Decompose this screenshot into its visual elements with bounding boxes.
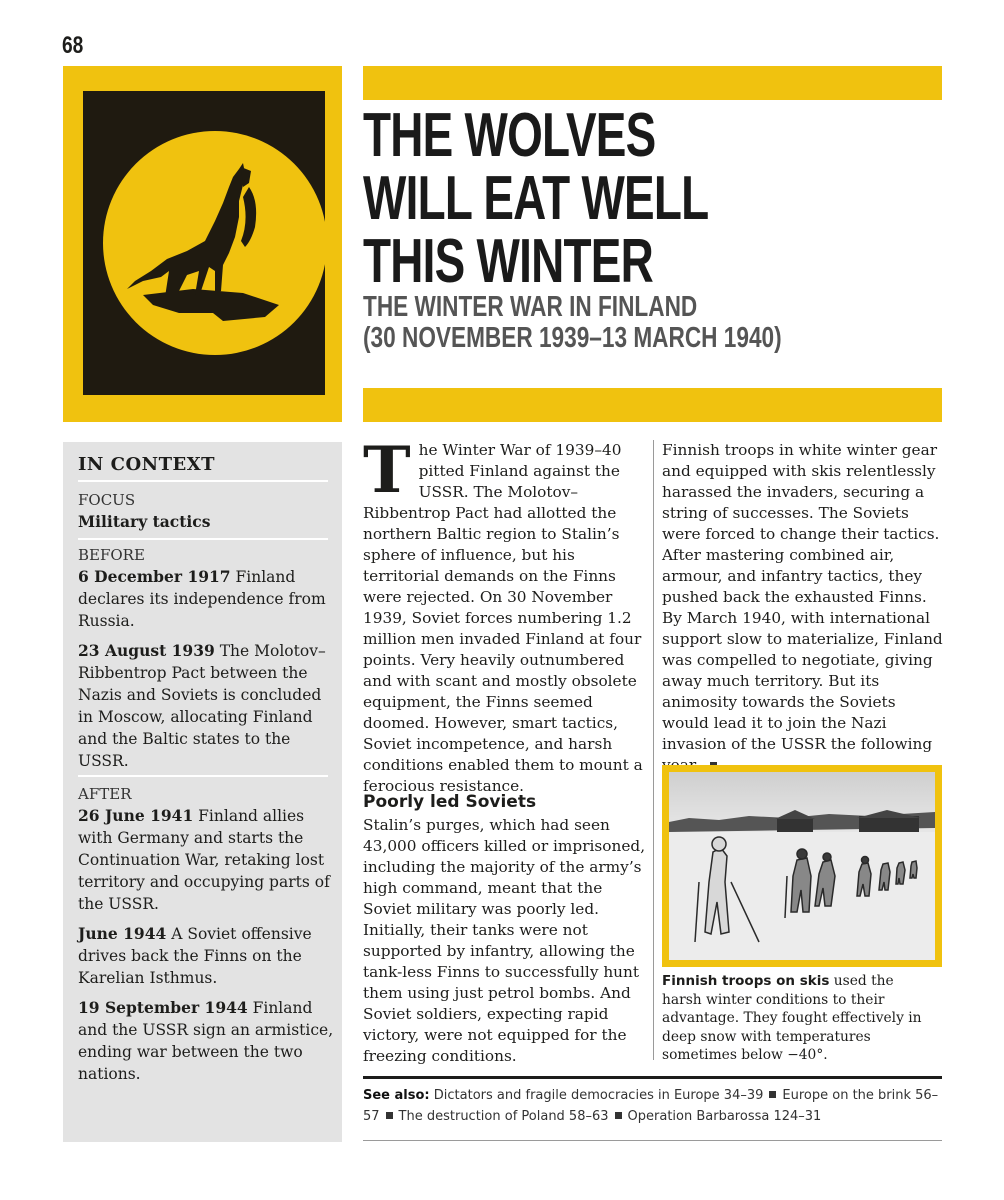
- section-subhead: Poorly led Soviets: [363, 792, 537, 812]
- column-divider: [653, 440, 654, 1060]
- see-also-label: See also:: [363, 1088, 430, 1103]
- column3-text: Finnish troops in white winter gear and equipped with skis relentlessly harassed the invaders, securing a string of successes. The Soviets were forced to change their tactics. After mastering combined air, armour, and infantry tactics, they pushed back the exhausted Finns. By March 1940, with international support slow to materialize, Finland was compelled to negotiate, giving away much territory. But its animosity towards the Soviets would lead it to join the Nazi invasion of the USSR the following: [662, 441, 943, 753]
- focus-label: FOCUS: [78, 491, 136, 509]
- bullet-icon: [769, 1091, 776, 1098]
- bottom-rule: [363, 1140, 942, 1141]
- in-context-heading: IN CONTEXT: [78, 454, 216, 475]
- see-also-rule: [363, 1076, 942, 1079]
- before-block: [78, 544, 338, 772]
- wolf-moon-illustration: [63, 66, 342, 422]
- entry-date: 6 December 1917: [78, 567, 231, 586]
- after-label: AFTER: [78, 785, 132, 803]
- entry-text: Finland allies with Germany and starts the Continuation War, retaking lost territory and occupying parts of the USSR.: [78, 807, 330, 913]
- bullet-icon: [386, 1112, 393, 1119]
- entry-text: The Molotov–Ribbentrop Pact between the Nazis and Soviets is concluded in Moscow, allocating Finland and the Baltic states to the USSR.: [78, 642, 326, 770]
- bullet-icon: [615, 1112, 622, 1119]
- intro-text: he Winter War of 1939–40 pitted Finland against the USSR. The Molotov–Ribbentrop Pact had allotted the northern Baltic region to Stalin’s sphere of influence, but his territorial demands on the Finns were rejected. On 30 November 1939, Soviet forces numbering 1.2 million men invaded Finland at four points. Very heavily outnumbered and with scant and mostly obsolete equipment, the Finns seemed doomed. However, smart tactics, Soviet incompetence, and harsh conditions enabled them to mount a ferocious resistance.: [363, 441, 643, 795]
- after-block: [78, 783, 338, 1085]
- title-bottom-bar: [363, 388, 942, 422]
- body-intro: [363, 433, 646, 797]
- see-also-link[interactable]: Operation Barbarossa 124–31: [627, 1109, 822, 1124]
- see-also-link[interactable]: Dictators and fragile democracies in Europe 34–39: [433, 1088, 764, 1103]
- timeline-entry: [78, 640, 338, 772]
- page-title: THE WOLVES WILL EAT WELL THIS WINTER: [363, 101, 709, 296]
- timeline-entry: [78, 566, 338, 632]
- timeline-entry: [78, 805, 338, 915]
- see-also-link[interactable]: Europe on the brink 56–57: [363, 1088, 939, 1124]
- divider: [78, 775, 328, 777]
- before-label: BEFORE: [78, 546, 145, 564]
- entry-text: Finland declares its independence from Russia.: [78, 568, 326, 630]
- entry-text: A Soviet offensive drives back the Finns on the Karelian Isthmus.: [78, 925, 312, 987]
- timeline-entry: [78, 923, 338, 989]
- wolf-howling-icon: [83, 91, 325, 395]
- timeline-entry: [78, 997, 338, 1085]
- page-number: 68: [62, 32, 84, 59]
- entry-date: 19 September 1944: [78, 998, 248, 1017]
- photo-frame: [662, 765, 942, 967]
- focus-value: Military tactics: [78, 512, 211, 531]
- photo-caption: [662, 972, 922, 1065]
- see-also-link[interactable]: The destruction of Poland 58–63: [398, 1109, 609, 1124]
- see-also: [363, 1085, 953, 1127]
- title-top-bar: [363, 66, 942, 100]
- entry-date: 23 August 1939: [78, 641, 215, 660]
- body-column3: [662, 440, 944, 776]
- entry-date: 26 June 1941: [78, 806, 194, 825]
- entry-text: Finland and the USSR sign an armistice, ending war between the two nations.: [78, 999, 334, 1083]
- divider: [78, 480, 328, 482]
- divider: [78, 538, 328, 540]
- in-context-sidebar: [63, 442, 342, 1142]
- entry-date: June 1944: [78, 924, 167, 943]
- caption-bold: Finnish troops on skis: [662, 973, 830, 989]
- drop-cap: T: [363, 433, 411, 508]
- focus-block: [78, 489, 338, 533]
- finnish-ski-troops-photo: [669, 772, 935, 960]
- body-section2: Stalin’s purges, which had seen 43,000 officers killed or imprisoned, including the majority of the army’s high command, meant that the Soviet military was poorly led. Initially, their tanks were not supported by infantry, allowing the tank-less Finns to successfully hunt them using just petrol bombs. And Soviet soldiers, expecting rapid victory, were not equipped for the freezing conditions.: [363, 816, 646, 1065]
- caption-text: used the harsh winter conditions to their advantage. They fought effectively in deep snow with temperatures sometimes below −40°.: [662, 973, 922, 1063]
- page-subtitle: THE WINTER WAR IN FINLAND (30 NOVEMBER 1939–13 MARCH 1940): [363, 291, 782, 354]
